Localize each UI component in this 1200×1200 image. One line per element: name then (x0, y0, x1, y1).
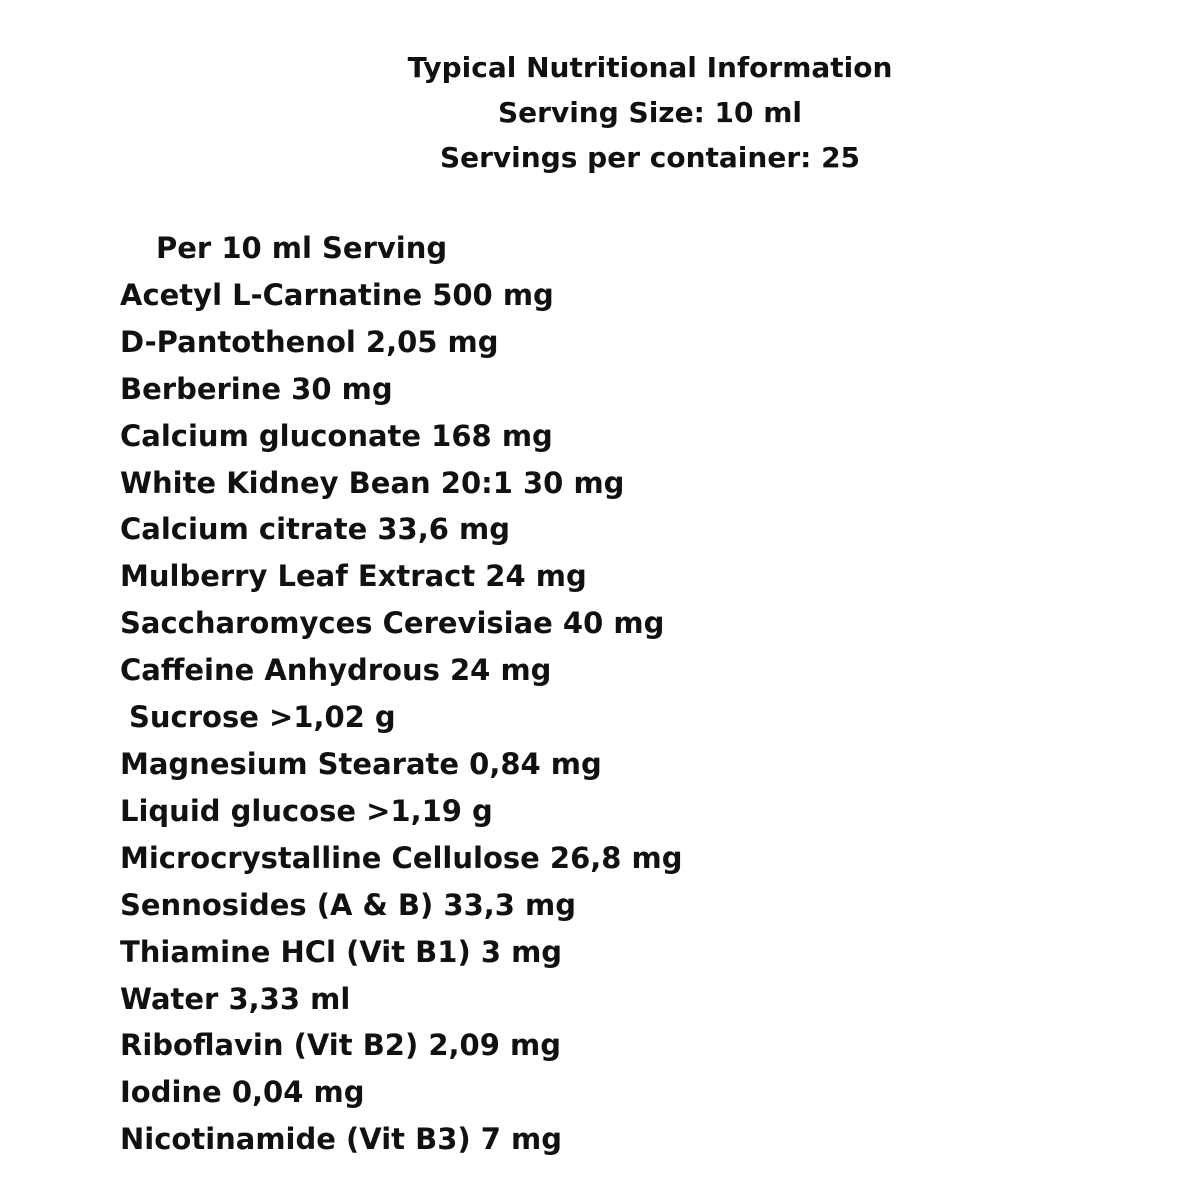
servings-per-container: Servings per container: 25 (439, 141, 861, 174)
ingredient-item: Caffeine Anhydrous 24 mg (120, 653, 552, 688)
nutrition-header (300, 45, 1000, 180)
ingredient-item: Sennosides (A & B) 33,3 mg (120, 887, 577, 922)
ingredient-item: Mulberry Leaf Extract 24 mg (120, 559, 587, 594)
serving-size: Serving Size: 10 ml (497, 96, 803, 129)
ingredient-item: Magnesium Stearate 0,84 mg (120, 746, 602, 781)
ingredient-item: Microcrystalline Cellulose 26,8 mg (120, 840, 683, 875)
ingredient-item: Saccharomyces Cerevisiae 40 mg (120, 606, 665, 641)
ingredient-item: Water 3,33 ml (120, 981, 351, 1016)
page-title: Typical Nutritional Information (407, 51, 893, 84)
ingredient-list (120, 225, 1120, 1163)
ingredient-item: White Kidney Bean 20:1 30 mg (120, 465, 625, 500)
ingredient-item: Calcium citrate 33,6 mg (120, 512, 510, 547)
ingredient-item: Acetyl L-Carnatine 500 mg (120, 277, 554, 312)
ingredient-item: Liquid glucose >1,19 g (120, 793, 493, 828)
ingredient-item: Nicotinamide (Vit B3) 7 mg (120, 1122, 562, 1157)
ingredient-item: Iodine 0,04 mg (120, 1075, 365, 1110)
per-serving-label: Per 10 ml Serving (156, 231, 448, 265)
ingredient-item: Calcium gluconate 168 mg (120, 418, 553, 453)
ingredient-item: Berberine 30 mg (120, 371, 393, 406)
ingredient-item: D-Pantothenol 2,05 mg (120, 324, 499, 359)
ingredient-item: Riboflavin (Vit B2) 2,09 mg (120, 1028, 561, 1063)
ingredient-item: Thiamine HCl (Vit B1) 3 mg (120, 934, 563, 969)
ingredient-item: Sucrose >1,02 g (129, 700, 396, 735)
